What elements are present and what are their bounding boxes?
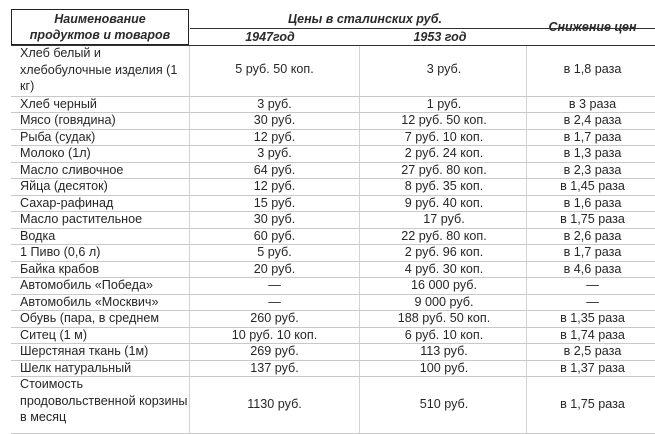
price-1947: 5 руб. <box>257 245 292 259</box>
product-name: Байка крабов <box>20 262 100 276</box>
year-1947-header: 1947год <box>245 30 295 44</box>
table-row <box>0 162 655 178</box>
price-1953: 113 руб. <box>420 344 468 358</box>
price-reduction: в 1,7 раза <box>563 130 622 144</box>
product-name: Сахар-рафинад <box>20 196 114 210</box>
product-name: Хлеб белый и хлебобулочные изделия (1 кг) <box>20 46 178 93</box>
price-1947: 12 руб. <box>253 130 296 144</box>
table-row <box>0 178 655 195</box>
price-reduction: в 1,45 раза <box>560 179 625 193</box>
product-name: Масло сливочное <box>20 163 124 177</box>
price-reduction: в 1,7 раза <box>563 245 622 259</box>
price-1947: 269 руб. <box>250 344 299 358</box>
price-reduction: — <box>586 295 599 309</box>
name-header-line1: Наименование <box>54 12 146 26</box>
table-row <box>0 294 655 310</box>
price-1953: 1 руб. <box>426 97 462 111</box>
price-1953: 12 руб. 50 коп. <box>401 113 487 127</box>
price-reduction: — <box>586 278 599 292</box>
table-row <box>0 277 655 294</box>
price-1953: 8 руб. 35 коп. <box>404 179 484 193</box>
table-row <box>0 96 655 112</box>
price-1947: 12 руб. <box>253 179 296 193</box>
table-row <box>0 145 655 162</box>
price-1947: 137 руб. <box>250 361 299 375</box>
price-reduction: в 2,4 раза <box>563 113 622 127</box>
price-1947: 5 руб. 50 коп. <box>235 62 314 76</box>
price-1953: 16 000 руб. <box>410 278 478 292</box>
price-1953: 7 руб. 10 коп. <box>404 130 484 144</box>
price-1947: 64 руб. <box>253 163 296 177</box>
table-row <box>0 244 655 261</box>
price-reduction: в 1,6 раза <box>563 196 622 210</box>
price-reduction: в 1,75 раза <box>560 212 625 226</box>
price-reduction: в 2,5 раза <box>563 344 622 358</box>
prices-header: Цены в сталинских руб. <box>288 12 442 26</box>
price-reduction: в 1,75 раза <box>560 397 625 411</box>
price-1953: 17 руб. <box>423 212 465 226</box>
price-1947: 10 руб. 10 коп. <box>231 328 318 342</box>
product-name: Молоко (1л) <box>20 146 91 160</box>
price-reduction: в 2,3 раза <box>563 163 622 177</box>
price-1953: 510 руб. <box>419 397 469 411</box>
price-1947: 3 руб. <box>257 97 292 111</box>
table-row <box>0 376 655 433</box>
price-1953: 27 руб. 80 коп. <box>401 163 487 177</box>
price-reduction: в 3 раза <box>568 97 617 111</box>
price-1953: 2 руб. 24 коп. <box>404 146 484 160</box>
table-row <box>0 360 655 376</box>
product-name: Стоимость продовольственной корзины в месяц <box>20 377 188 424</box>
price-reduction: в 1,8 раза <box>563 62 622 76</box>
price-1947: 20 руб. <box>253 262 296 276</box>
table-row <box>0 129 655 145</box>
price-1947: 3 руб. <box>257 146 292 160</box>
price-1953: 188 руб. 50 коп. <box>397 311 491 325</box>
table-row <box>0 343 655 360</box>
price-1953: 100 руб. <box>419 361 469 375</box>
price-1947: 60 руб. <box>253 229 296 243</box>
header-divider <box>190 28 655 29</box>
product-name: Яйца (десяток) <box>20 179 108 193</box>
price-1947: 1130 руб. <box>247 397 302 411</box>
price-1953: 2 руб. 96 коп. <box>404 245 484 259</box>
product-name: 1 Пиво (0,6 л) <box>20 245 101 259</box>
price-1947: 30 руб. <box>253 212 296 226</box>
price-1947: — <box>268 278 281 292</box>
price-1953: 22 руб. 80 коп. <box>401 229 487 243</box>
product-name: Ситец (1 м) <box>20 328 88 342</box>
price-reduction: в 1,35 раза <box>560 311 625 325</box>
price-1947: — <box>268 295 281 309</box>
product-name: Хлеб черный <box>20 97 97 111</box>
price-1953: 6 руб. 10 коп. <box>404 328 484 342</box>
price-1947: 30 руб. <box>253 113 296 127</box>
price-1947: 260 руб. <box>250 311 299 325</box>
table-row <box>0 211 655 228</box>
table-row <box>0 195 655 211</box>
price-reduction: в 4,6 раза <box>563 262 622 276</box>
price-1953: 3 руб. <box>426 62 462 76</box>
price-reduction: в 2,6 раза <box>563 229 622 243</box>
product-name: Шерстяная ткань (1м) <box>20 344 149 358</box>
product-name: Автомобиль «Победа» <box>20 278 153 292</box>
price-reduction: в 1,74 раза <box>560 328 625 342</box>
product-name: Обувь (пара, в среднем <box>20 311 159 325</box>
product-name: Автомобиль «Москвич» <box>20 295 159 309</box>
product-name: Рыба (судак) <box>20 130 96 144</box>
name-header-line2: продуктов и товаров <box>29 28 171 42</box>
table-row <box>0 228 655 244</box>
table-row <box>0 45 655 96</box>
price-1947: 15 руб. <box>253 196 296 210</box>
product-name: Шелк натуральный <box>20 361 132 375</box>
table-row <box>0 327 655 343</box>
table-row <box>0 310 655 327</box>
year-1953-header: 1953 год <box>413 30 467 44</box>
table-row <box>0 261 655 277</box>
reduction-header: Снижение цен <box>548 20 637 34</box>
table-row <box>0 112 655 129</box>
price-reduction: в 1,37 раза <box>560 361 625 375</box>
price-1953: 9 руб. 40 коп. <box>404 196 484 210</box>
product-name: Мясо (говядина) <box>20 113 116 127</box>
product-name: Масло растительное <box>20 212 143 226</box>
product-name: Водка <box>20 229 56 243</box>
price-1953: 9 000 руб. <box>414 295 474 309</box>
price-reduction: в 1,3 раза <box>563 146 622 160</box>
price-1953: 4 руб. 30 коп. <box>404 262 484 276</box>
